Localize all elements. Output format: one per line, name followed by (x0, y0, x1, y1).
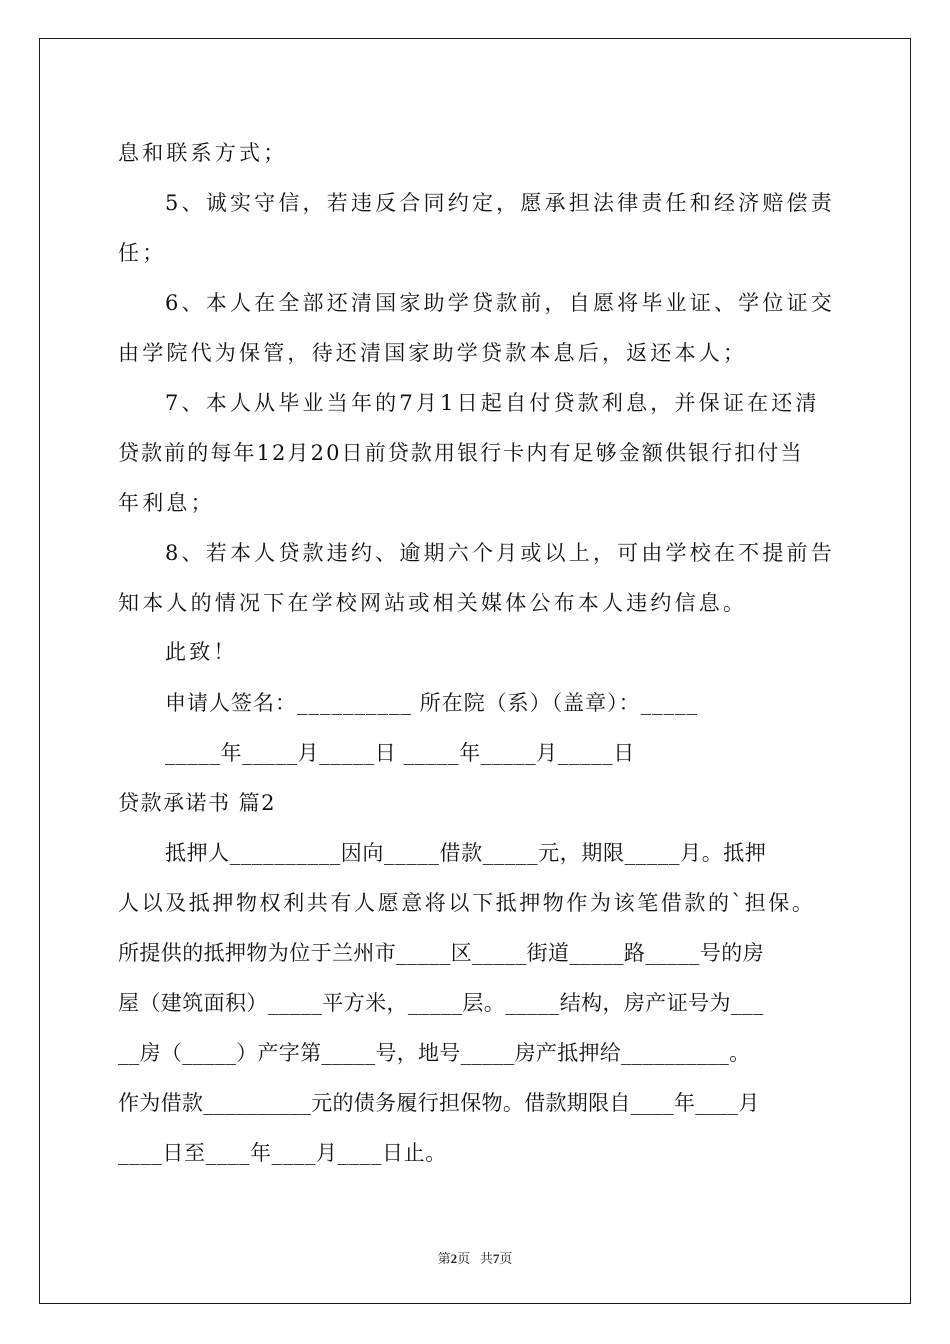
line-7: 贷款前的每年12月20日前贷款用银行卡内有足够金额供银行扣付当 (118, 441, 804, 465)
line-16: 人以及抵押物权利共有人愿意将以下抵押物作为该笔借款的`担保。 (118, 891, 816, 915)
line-18: 屋（建筑面积）_____平方米，_____层。_____结构，房产证号为___ (118, 991, 764, 1015)
line-2: 5、诚实守信，若违反合同约定，愿承担法律责任和经济赔偿责 (165, 191, 835, 215)
page-footer (0, 1248, 950, 1267)
line-5: 由学院代为保管，待还清国家助学贷款本息后，返还本人； (118, 341, 748, 365)
footer-mid: 页 共 (457, 1251, 493, 1266)
line-8: 年利息； (118, 491, 215, 515)
footer-page-total: 7 (492, 1251, 500, 1266)
line-20: 作为借款__________元的债务履行担保物。借款期限自____年____月 (118, 1091, 760, 1115)
signature-line: 申请人签名：__________ 所在院（系）（盖章）：_____ (165, 691, 699, 715)
section-heading: 贷款承诺书 篇2 (118, 791, 277, 815)
footer-page-number: 2 (450, 1251, 458, 1266)
date-line: _____年_____月_____日 _____年_____月_____日 (165, 741, 635, 765)
line-17: 所提供的抵押物为位于兰州市_____区_____街道_____路_____号的房 (118, 941, 764, 965)
closing: 此致！ (165, 640, 238, 664)
line-21: ____日至____年____月____日止。 (118, 1141, 447, 1165)
footer-suffix: 页 (499, 1251, 513, 1266)
line-9: 8、若本人贷款违约、逾期六个月或以上，可由学校在不提前告 (165, 541, 835, 565)
line-6: 7、本人从毕业当年的7月1日起自付贷款利息，并保证在还清 (165, 391, 820, 415)
line-15: 抵押人__________因向_____借款_____元，期限_____月。抵押 (165, 841, 767, 865)
line-19: __房（_____）产字第_____号，地号_____房产抵押给__________。 (118, 1041, 751, 1065)
line-3: 任； (118, 241, 167, 265)
line-1: 息和联系方式； (118, 141, 288, 165)
line-4: 6、本人在全部还清国家助学贷款前，自愿将毕业证、学位证交 (165, 291, 835, 315)
line-10: 知本人的情况下在学校网站或相关媒体公布本人违约信息。 (118, 591, 748, 615)
footer-prefix: 第 (437, 1251, 451, 1266)
